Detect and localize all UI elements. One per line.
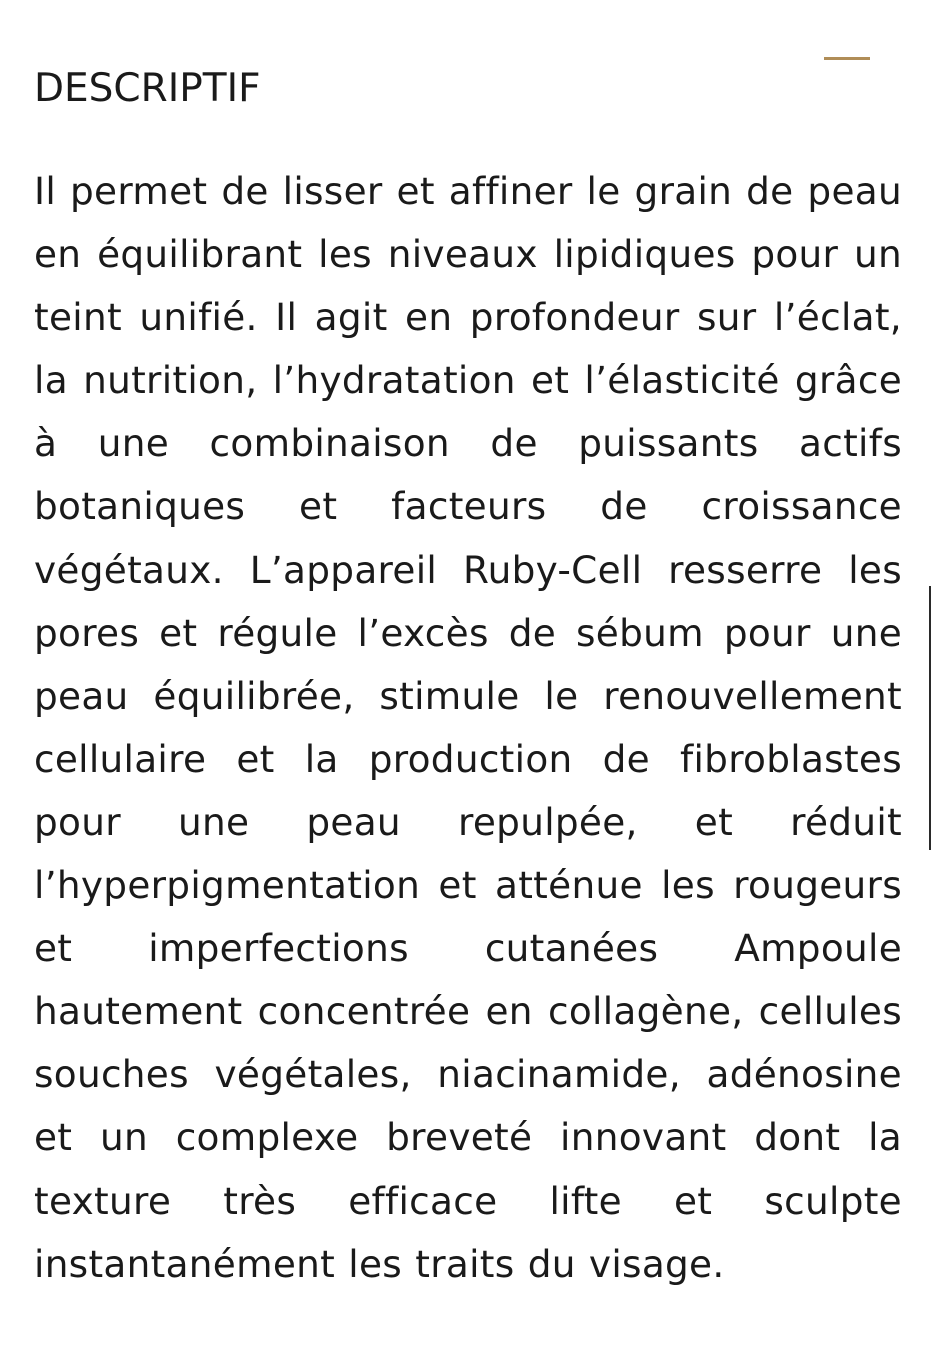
minus-icon[interactable] — [824, 42, 872, 74]
product-description: Il permet de lisser et affiner le grain de peau en équilibrant les niveaux lipidiques pour un teint unifié. Il agit en profondeur sur l’éclat, la nutrition, l’hydratation et l’élasticité grâce à une combinaison de puissants actifs botaniques et facteurs de croissance végétaux. L’appareil Ruby-Cell resserre les pores et régule l’excès de sébum pour une peau équilibrée, stimule le renouvellement cellulaire et la production de fibroblastes pour une peau repulpée, et réduit l’hyperpigmentation et atténue les rougeurs et imperfections cutanées Ampoule hautement concentrée en collagène, cellules souches végétales, niacinamide, adénosine et un complexe breveté innovant dont la texture très efficace lifte et sculpte instantanément les traits du visage. — [34, 169, 902, 1286]
accordion-body — [34, 160, 902, 1296]
section-title: DESCRIPTIF — [34, 66, 261, 112]
accordion-header[interactable] — [34, 28, 894, 112]
minus-icon-bar — [824, 57, 870, 60]
